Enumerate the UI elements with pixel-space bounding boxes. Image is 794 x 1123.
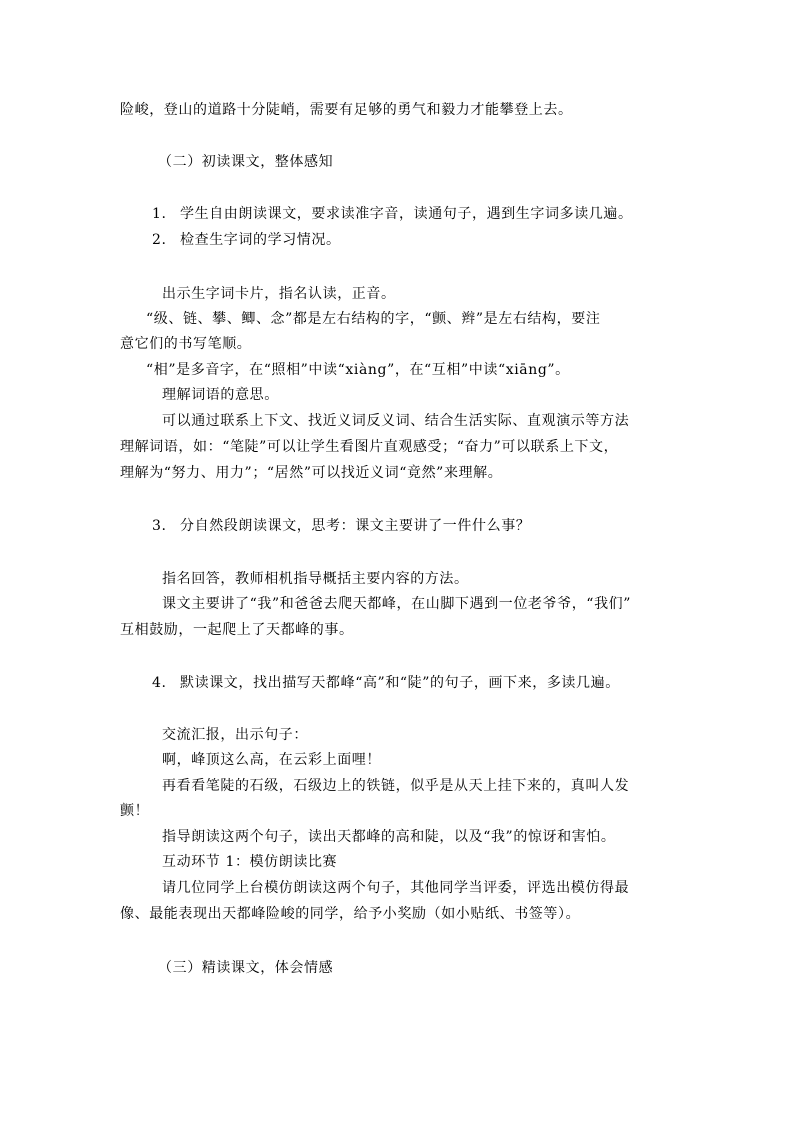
paragraph-line: “相”是多音字，在“照相”中读“xiàng”，在“互相”中读“xiāng”。 <box>146 362 570 378</box>
item-text: 默读课文，找出描写天都峰“高”和“陡”的句子，画下来，多读几遍。 <box>180 675 620 691</box>
item-number: 1. <box>152 206 167 222</box>
section-heading: （二）初读课文，整体感知 <box>158 154 334 170</box>
paragraph-line: 指导朗读这两个句子，读出天都峰的高和陡，以及“我”的惊讶和害怕。 <box>162 829 616 845</box>
section-heading: （三）精读课文，体会情感 <box>158 960 334 976</box>
paragraph-line: 颤！ <box>120 803 150 819</box>
paragraph-line: 啊，峰顶这么高，在云彩上面哩！ <box>162 752 381 768</box>
paragraph-line: 交流汇报，出示句子： <box>162 727 308 743</box>
item-text: 检查生字词的学习情况。 <box>180 232 341 248</box>
paragraph-line: 出示生字词卡片，指名认读，正音。 <box>162 286 396 302</box>
item-text: 分自然段朗读课文，思考：课文主要讲了一件什么事？ <box>180 518 531 534</box>
paragraph-line: “级、链、攀、鲫、念”都是左右结构的字，“颤、辫”是左右结构，要注 <box>146 311 601 327</box>
item-number: 2. <box>152 232 167 248</box>
numbered-item <box>152 516 530 536</box>
numbered-item <box>152 230 341 250</box>
paragraph-line: 理解词语的意思。 <box>162 387 279 403</box>
paragraph-line: 课文主要讲了“我”和爸爸去爬天都峰，在山脚下遇到一位老爷爷，“我们” <box>162 596 632 612</box>
item-text: 学生自由朗读课文，要求读准字音，读通句子，遇到生字词多读几遍。 <box>180 206 633 222</box>
paragraph-line: 理解词语，如：“笔陡”可以让学生看图片直观感受；“奋力”可以联系上下文， <box>120 439 619 455</box>
paragraph-line: 互动环节 1：模仿朗读比赛 <box>162 854 338 870</box>
paragraph-line: 可以通过联系上下文、找近义词反义词、结合生活实际、直观演示等方法 <box>162 413 630 429</box>
item-number: 4. <box>152 675 167 691</box>
numbered-item <box>152 673 620 693</box>
paragraph-line: 互相鼓励，一起爬上了天都峰的事。 <box>120 622 354 638</box>
paragraph-line: 请几位同学上台模仿朗读这两个句子，其他同学当评委，评选出模仿得最 <box>162 880 630 896</box>
numbered-item <box>152 204 633 224</box>
paragraph-line: 险峻，登山的道路十分陡峭，需要有足够的勇气和毅力才能攀登上去。 <box>120 102 573 118</box>
paragraph-line: 理解为“努力、用力”；“居然”可以找近义词“竟然”来理解。 <box>120 465 503 481</box>
paragraph-line: 意它们的书写笔顺。 <box>120 336 252 352</box>
paragraph-line: 再看看笔陡的石级，石级边上的铁链，似乎是从天上挂下来的，真叫人发 <box>162 778 630 794</box>
paragraph-line: 指名回答，教师相机指导概括主要内容的方法。 <box>162 571 469 587</box>
item-number: 3. <box>152 518 167 534</box>
paragraph-line: 像、最能表现出天都峰险峻的同学，给予小奖励（如小贴纸、书签等）。 <box>120 906 581 922</box>
